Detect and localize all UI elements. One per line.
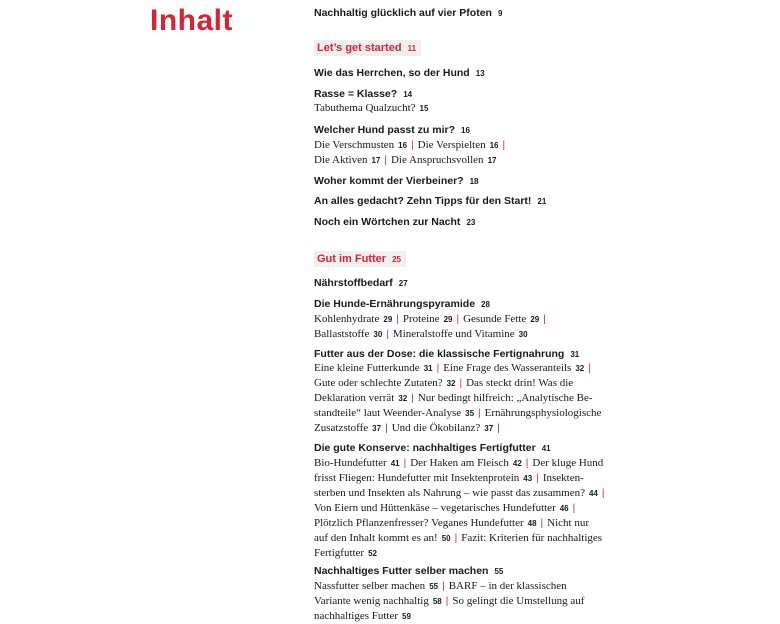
page-number: 29 [383,315,393,324]
separator: | [456,314,460,325]
page-number: 41 [541,444,551,453]
page-number: 48 [527,519,537,528]
page-number: 9 [497,9,503,18]
page-number: 43 [523,474,533,483]
page-number: 14 [403,90,413,99]
subentry-line [314,138,644,153]
subentry-line [314,579,644,594]
toc-entry[interactable] [314,124,470,136]
subentry-title[interactable]: Fazit: Kriterien für nachhaltiges [461,532,603,544]
subentry-title[interactable]: Die Aktiven [314,154,368,166]
subentry-title[interactable]: Insekten- [542,472,584,484]
page-number: 15 [419,104,429,113]
separator: | [497,423,500,434]
separator: | [572,503,576,514]
subentry-line [314,406,644,421]
separator: | [525,458,529,469]
subentry-title[interactable]: Mineralstoffe und Vitamine [392,328,515,340]
page-number: 21 [537,197,547,206]
toc-entry[interactable] [314,298,490,310]
separator: | [601,488,605,499]
separator: | [385,423,388,434]
toc-entry-intro[interactable] [314,7,502,19]
subentry-line [314,486,644,501]
entry-title: Die Hunde-Ernährungspyramide [314,298,476,310]
subentry-title[interactable]: Eine kleine Futterkunde [314,362,420,374]
separator: | [411,393,414,404]
subentry-title[interactable]: Der Haken am Fleisch [410,457,509,469]
subentry-title[interactable]: Eine Frage des Wasseranteils [443,362,572,374]
subentry-title[interactable]: Gesunde Fette [463,313,527,325]
page-number: 29 [530,315,540,324]
separator: | [459,378,463,389]
subentry-line [314,391,644,406]
page-number: 55 [429,582,439,591]
separator: | [588,363,591,374]
subentry-title[interactable]: Und die Ökobilanz? [391,422,481,434]
section-header-gut-im-futter[interactable] [314,251,406,267]
page-number: 31 [423,364,433,373]
subentry-title[interactable]: Tabuthema Qualzucht? [314,102,416,114]
entry-title: Nachhaltiges Futter selber machen [314,565,489,577]
subentry-title[interactable]: Kohlenhydrate [314,313,380,325]
subentry-title[interactable]: sterben und Insekten als Nahrung – wie passt das zusammen? [314,487,585,499]
page-number: 17 [371,156,381,165]
subentry-title[interactable]: Nur bedingt hilfreich: „Analytische Be- [417,392,593,404]
page-number: 35 [465,409,475,418]
subentry-title[interactable]: Nassfutter selber machen [314,580,426,592]
subentry-title[interactable]: Die Anspruchsvollen [390,154,484,166]
page-number: 25 [392,255,401,264]
page-number: 37 [484,424,494,433]
subentry-title[interactable]: Zusatzstoffe [314,422,369,434]
subentry-title[interactable]: BARF – in der klassischen [448,580,567,592]
page-number: 41 [390,459,400,468]
toc-entry[interactable] [314,67,485,79]
separator: | [442,581,445,592]
subentry-title[interactable]: Der kluge Hund [532,457,604,469]
page-number: 42 [512,459,522,468]
section-header-lets-get-started[interactable] [314,40,421,56]
page-number: 31 [570,350,580,359]
subentry-title[interactable]: Die Verschmusten [314,139,395,151]
entry-title: Nährstoffbedarf [314,277,393,289]
separator: | [436,363,440,374]
page-title: Inhalt [150,4,233,37]
subentry-title[interactable]: auf den Inhalt kommt es an! [314,532,438,544]
separator: | [445,596,449,607]
page-number: 16 [398,141,408,150]
page-number: 27 [398,279,408,288]
subentry-line [314,327,644,342]
subentry-line [314,421,644,436]
entry-title: Welcher Hund passt zu mir? [314,124,455,136]
subentry-line [314,153,644,168]
toc-entry[interactable] [314,175,478,187]
page-number: 52 [368,549,378,558]
subentry-title[interactable]: Deklaration verrät [314,392,395,404]
subentry-title[interactable]: Proteine [402,313,440,325]
entry-title: Noch ein Wörtchen zur Nacht [314,216,461,228]
section-title: Gut im Futter [317,253,387,265]
subentry-title[interactable]: Variante wenig nachhaltig [314,595,429,607]
toc-entry[interactable] [314,216,475,228]
page-number: 23 [466,218,476,227]
entry-title: Futter aus der Dose: die klassische Fertignahrung [314,348,565,360]
subentry-title[interactable]: Von Eiern und Hüttenkäse – vegetarisches Hundefutter [314,502,556,514]
page-number: 30 [373,330,383,339]
subentry-line [314,312,644,327]
separator: | [502,140,506,151]
entry-title: Nachhaltig glücklich auf vier Pfoten [314,7,492,19]
separator: | [384,155,387,166]
toc-entry[interactable] [314,88,412,100]
subentry-title[interactable]: Ballaststoffe [314,328,370,340]
separator: | [543,314,546,325]
subentry-line [314,101,644,116]
subentry-line [314,594,644,609]
separator: | [540,518,544,529]
page-number: 59 [402,612,411,621]
subentry-line [314,456,644,471]
separator: | [411,140,414,151]
entry-title: An alles gedacht? Zehn Tipps für den Start! [314,195,532,207]
subentry-title[interactable]: Plötzlich Pflanzenfresser? Veganes Hundefutter [314,517,524,529]
subentry-line [314,501,644,516]
page-number: 46 [559,504,569,513]
page-number: 17 [487,156,497,165]
separator: | [478,408,481,419]
entry-title: Woher kommt der Vierbeiner? [314,175,464,187]
page-number: 18 [469,177,479,186]
subentry-title[interactable]: Ernährungsphysiologische [484,407,602,419]
page-number: 11 [407,44,417,53]
subentry-title[interactable]: Bio-Hundefutter [314,457,387,469]
subentry-line [314,609,644,624]
page-number: 16 [489,141,499,150]
subentry-title[interactable]: Die Verspielten [417,139,486,151]
page-number: 32 [398,394,408,403]
subentry-line [314,376,644,391]
subentry-title[interactable]: standteile“ laut Weender-Analyse [314,407,462,419]
separator: | [536,473,539,484]
subentry-title[interactable]: nachhaltiges Futter [314,610,399,622]
page-number: 32 [446,379,456,388]
page-number: 50 [441,534,451,543]
subentry-line [314,531,644,546]
subentry-title[interactable]: Fertigfutter [314,547,365,559]
subentry-title[interactable]: frisst Fliegen: Hundefutter mit Insektenprotein [314,472,520,484]
separator: | [396,314,399,325]
separator: | [403,458,407,469]
subentry-line [314,361,644,376]
subentry-title[interactable]: So gelingt die Umstellung auf [452,595,585,607]
subentry-line [314,546,644,561]
page-number: 28 [481,300,490,309]
subentry-line [314,516,644,531]
subentry-title[interactable]: Das steckt drin! Was die [466,377,574,389]
entry-title: Rasse = Klasse? [314,88,398,100]
page-number: 16 [461,126,470,135]
toc-entry[interactable] [314,195,546,207]
toc-entry[interactable] [314,277,408,289]
page-number: 44 [588,489,598,498]
subentry-title[interactable]: Nicht nur [547,517,590,529]
page-number: 30 [518,330,528,339]
page-number: 55 [494,567,504,576]
page-number: 13 [475,69,485,78]
separator: | [454,533,458,544]
toc-entry[interactable] [314,565,503,577]
separator: | [386,329,389,340]
subentry-line [314,471,644,486]
toc-entry[interactable] [314,348,579,360]
entry-title: Die gute Konserve: nachhaltiges Fertigfutter [314,442,536,454]
toc-entry[interactable] [314,442,551,454]
page-number: 32 [575,364,585,373]
entry-title: Wie das Herrchen, so der Hund [314,67,470,79]
page-number: 37 [372,424,382,433]
page-number: 29 [443,315,453,324]
section-title: Let’s get started [317,42,402,54]
page-number: 58 [432,597,442,606]
subentry-title[interactable]: Gute oder schlechte Zutaten? [314,377,443,389]
